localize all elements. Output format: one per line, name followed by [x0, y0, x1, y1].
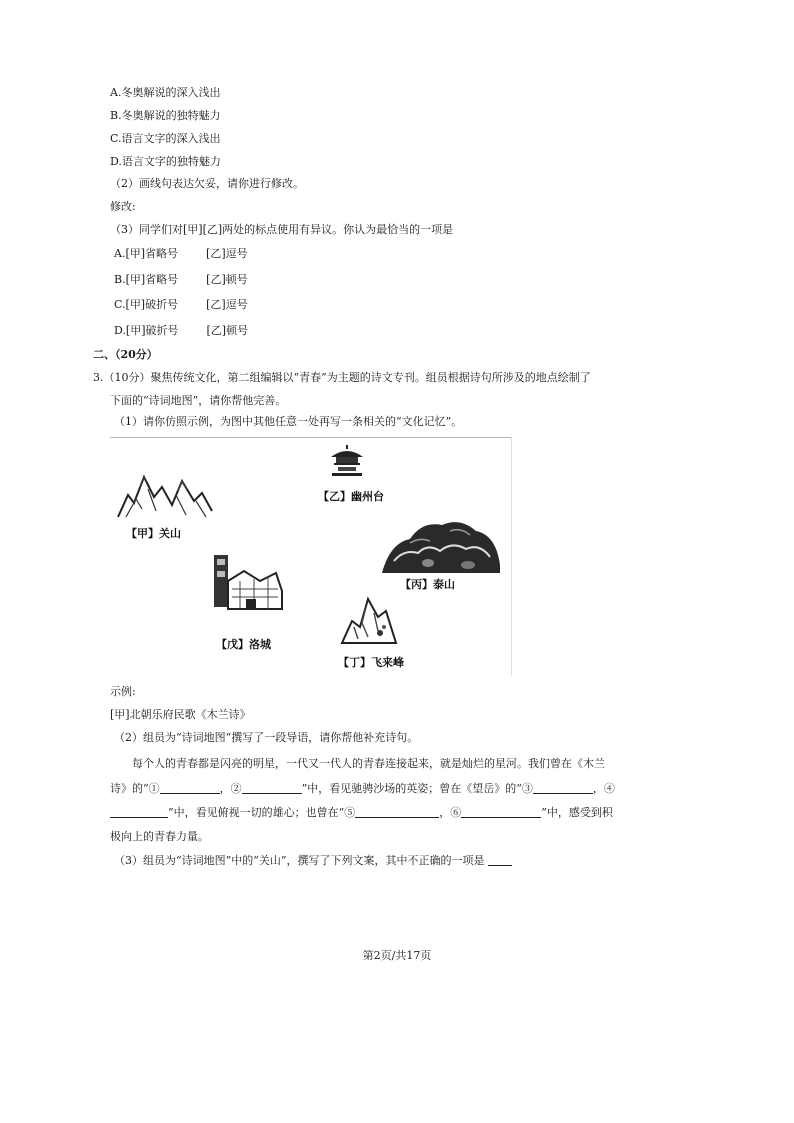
revision-label: 修改: [110, 200, 136, 213]
punct-option-a-left: A.[甲]省略号 [114, 247, 179, 260]
blank-2[interactable] [242, 781, 302, 794]
option-d: D.语言文字的独特魅力 [110, 155, 221, 168]
example-label: 示例: [110, 685, 136, 698]
question-3-intro-line2: 下面的“诗词地图”，请你帮他完善。 [110, 394, 287, 407]
question-2-sub3: （3）同学们对[甲][乙]两处的标点使用有异议。你认为最恰当的一项是 [110, 223, 454, 236]
example-text: [甲]北朝乐府民歌《木兰诗》 [110, 708, 251, 721]
youzhou-tower-icon [328, 443, 366, 483]
answer-blank[interactable] [488, 853, 512, 866]
luocheng-city-icon [210, 551, 284, 615]
punct-option-d [114, 323, 248, 339]
question-2-sub2: （2）画线句表达欠妥，请你进行修改。 [110, 177, 304, 190]
question-3-sub2: （2）组员为“诗词地图“撰写了一段导语，请你帮他补充诗句。 [114, 731, 419, 744]
place-label-yi: 【乙】幽州台 [318, 490, 384, 503]
punct-option-b [114, 272, 248, 288]
option-b: B.冬奥解说的独特魅力 [110, 109, 221, 122]
map-right-border [511, 437, 512, 676]
guanshan-mountains-icon [116, 467, 216, 525]
poetry-map-figure [110, 433, 512, 676]
question-3-intro-line1: 3.（10分）聚焦传统文化，第二组编辑以“青春”为主题的诗文专刊。组员根据诗句所涉及的地点绘制了 [93, 371, 591, 384]
place-label-bing: 【丙】泰山 [400, 578, 455, 591]
question-3-sub3-text: （3）组员为“诗词地图”中的“关山”，撰写了下列文案，其中不正确的一项是 [114, 854, 485, 867]
blank-5[interactable] [355, 805, 439, 818]
punct-option-c-right: [乙]逗号 [206, 298, 248, 311]
place-label-jia: 【甲】关山 [126, 527, 181, 540]
punct-option-b-left: B.[甲]省略号 [114, 273, 179, 286]
punct-option-a-right: [乙]逗号 [206, 247, 248, 260]
punct-option-b-right: [乙]顿号 [206, 273, 248, 286]
blank-4[interactable] [110, 805, 168, 818]
line3-part-c: ，⑥ [439, 806, 462, 819]
line2-part-a: 诗》的“① [110, 782, 160, 795]
place-label-wu: 【戊】洛城 [216, 638, 271, 651]
question-3-sub1: （1）请你仿照示例，为图中其他任意一处再写一条相关的“文化记忆”。 [114, 415, 463, 428]
option-a: A.冬奥解说的深入浅出 [110, 86, 221, 99]
intro-paragraph-line2 [110, 781, 615, 797]
punct-option-d-right: [乙]顿号 [206, 324, 249, 337]
line3-part-d: ”中，感受到积 [541, 806, 613, 819]
place-label-ding: 【丁】飞来峰 [338, 656, 404, 669]
intro-paragraph-line3 [110, 805, 613, 821]
section-heading: 二、（20分） [93, 348, 158, 361]
feilai-peak-icon [338, 593, 398, 645]
line3-part-b: ”中，看见俯视一切的雄心；也曾在“⑤ [168, 806, 356, 819]
question-3-sub3 [114, 853, 512, 869]
punct-option-a [114, 246, 248, 262]
page-footer: 第2页/共17页 [362, 949, 432, 962]
taishan-mountain-icon [380, 513, 502, 577]
intro-paragraph-line1: 每个人的青春都是闪亮的明星，一代又一代人的青春连接起来，就是灿烂的星河。我们曾在《木兰 [132, 757, 605, 770]
blank-3[interactable] [533, 781, 593, 794]
punct-option-c [114, 297, 248, 313]
blank-1[interactable] [160, 781, 220, 794]
map-top-border [110, 437, 512, 438]
punct-option-c-left: C.[甲]破折号 [114, 298, 179, 311]
line2-part-d: ，④ [592, 782, 615, 795]
line2-part-b: ，② [219, 782, 242, 795]
intro-paragraph-line4: 极向上的青春力量。 [110, 830, 209, 843]
option-c: C.语言文字的深入浅出 [110, 132, 221, 145]
line2-part-c: ”中，看见驰骋沙场的英姿；曾在《望岳》的“③ [301, 782, 533, 795]
punct-option-d-left: D.[甲]破折号 [114, 324, 179, 337]
blank-6[interactable] [461, 805, 541, 818]
